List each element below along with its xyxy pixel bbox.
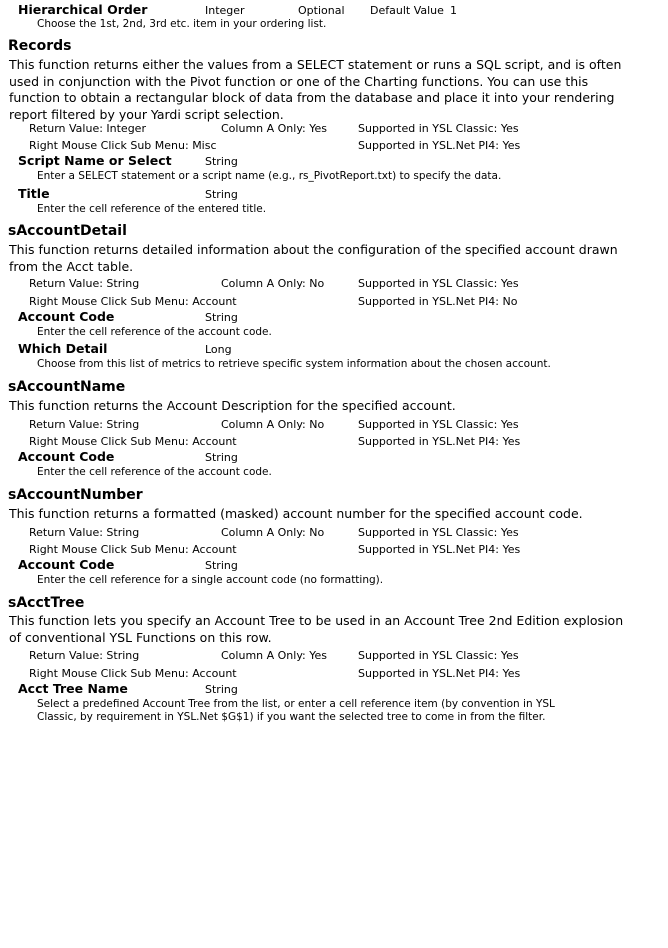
saccountdetail-param-type: Long [205, 343, 232, 356]
sa­ccttree-right-click-menu: Right Mouse Click Sub Menu: Account [29, 667, 237, 680]
saccountnumber-param-type: String [205, 559, 238, 572]
records-column-a: Column A Only: Yes [221, 122, 327, 135]
sa­ccttree-param-description-line2: Classic, by requirement in YSL.Net $G$1) if you want the selected tree to come in from the filter. [37, 711, 546, 723]
sa­ccttree-return-value: Return Value: String [29, 649, 140, 662]
records-ysl-net: Supported in YSL.Net PI4: Yes [358, 139, 521, 152]
hierarchical-order-param-type: Integer [205, 4, 245, 17]
records-param-description: Enter the cell reference of the entered title. [37, 203, 267, 215]
hierarchical-order-optional: Optional [298, 4, 345, 17]
saccountnumber-paragraph: This function returns a formatted (masked) account number for the specified account code. [9, 506, 583, 521]
saccountname-paragraph: This function returns the Account Description for the specified account. [9, 398, 456, 413]
saccountdetail-ysl-classic: Supported in YSL Classic: Yes [358, 277, 519, 290]
records-paragraph: This function returns either the values from a SELECT statement or runs a SQL script, and is often used in conjunction with the Pivot function or one of the Charting functions. You can use this function to obtain a rectangular block of data from the database and place it into your rendering report filtered by your Yardi script selection. [9, 57, 622, 122]
sa­ccttree-column-a: Column A Only: Yes [221, 649, 327, 662]
sa­ccttree-ysl-net: Supported in YSL.Net PI4: Yes [358, 667, 521, 680]
saccountdetail-return-value: Return Value: String [29, 277, 140, 290]
sa­ccttree-param-description-line1: Select a predefined Account Tree from the list, or enter a cell reference item (by convention in YSL [37, 698, 555, 710]
saccountname-param-type: String [205, 451, 238, 464]
saccountname-param-name: Account Code [18, 449, 115, 464]
records-param-type: String [205, 188, 238, 201]
saccountdetail-title: sAccountDetail [8, 223, 127, 239]
saccountnumber-column-a: Column A Only: No [221, 526, 325, 539]
saccountnumber-param-description: Enter the cell reference for a single account code (no formatting). [37, 574, 384, 586]
saccountname-title: sAccountName [8, 379, 126, 395]
records-return-value: Return Value: Integer [29, 122, 146, 135]
sa­ccttree-paragraph: This function lets you specify an Account Tree to be used in an Account Tree 2nd Edition explosion of conventional YSL Functions on this row. [9, 613, 624, 645]
saccountnumber-ysl-net: Supported in YSL.Net PI4: Yes [358, 543, 521, 556]
saccountdetail-param-name: Which Detail [18, 341, 108, 356]
sa­ccttree-title: sAcctTree [8, 595, 85, 611]
saccountname-ysl-net: Supported in YSL.Net PI4: Yes [358, 435, 521, 448]
saccountdetail-param-description: Choose from this list of metrics to retrieve specific system information about the chosen account. [37, 358, 551, 370]
saccountdetail-paragraph: This function returns detailed information about the configuration of the specified account drawn from the Acct table. [9, 242, 618, 274]
sa­ccttree-ysl-classic: Supported in YSL Classic: Yes [358, 649, 519, 662]
saccountname-column-a: Column A Only: No [221, 418, 325, 431]
saccountnumber-title: sAccountNumber [8, 487, 143, 503]
saccountnumber-ysl-classic: Supported in YSL Classic: Yes [358, 526, 519, 539]
saccountnumber-return-value: Return Value: String [29, 526, 140, 539]
records-param-name: Title [18, 186, 50, 201]
saccountdetail-param-name: Account Code [18, 309, 115, 324]
saccountdetail-ysl-net: Supported in YSL.Net PI4: No [358, 295, 518, 308]
records-right-click-menu: Right Mouse Click Sub Menu: Misc [29, 139, 217, 152]
saccountname-return-value: Return Value: String [29, 418, 140, 431]
saccountname-ysl-classic: Supported in YSL Classic: Yes [358, 418, 519, 431]
saccountdetail-column-a: Column A Only: No [221, 277, 325, 290]
saccountdetail-right-click-menu: Right Mouse Click Sub Menu: Account [29, 295, 237, 308]
saccountname-param-description: Enter the cell reference of the account code. [37, 466, 272, 478]
hierarchical-order-param-name: Hierarchical Order [18, 2, 148, 17]
hierarchical-order-description: Choose the 1st, 2nd, 3rd etc. item in your ordering list. [37, 18, 327, 30]
sa­ccttree-param-name: Acct Tree Name [18, 681, 128, 696]
records-ysl-classic: Supported in YSL Classic: Yes [358, 122, 519, 135]
records-param-name: Script Name or Select [18, 153, 172, 168]
saccountname-right-click-menu: Right Mouse Click Sub Menu: Account [29, 435, 237, 448]
saccountdetail-param-type: String [205, 311, 238, 324]
records-title: Records [8, 38, 72, 54]
saccountdetail-param-description: Enter the cell reference of the account code. [37, 326, 272, 338]
saccountnumber-param-name: Account Code [18, 557, 115, 572]
records-param-description: Enter a SELECT statement or a script name (e.g., rs_PivotReport.txt) to specify the data. [37, 170, 502, 182]
records-param-type: String [205, 155, 238, 168]
saccountnumber-right-click-menu: Right Mouse Click Sub Menu: Account [29, 543, 237, 556]
sa­ccttree-param-type: String [205, 683, 238, 696]
hierarchical-order-default-value: 1 [450, 4, 457, 17]
hierarchical-order-default-label: Default Value [370, 4, 444, 17]
